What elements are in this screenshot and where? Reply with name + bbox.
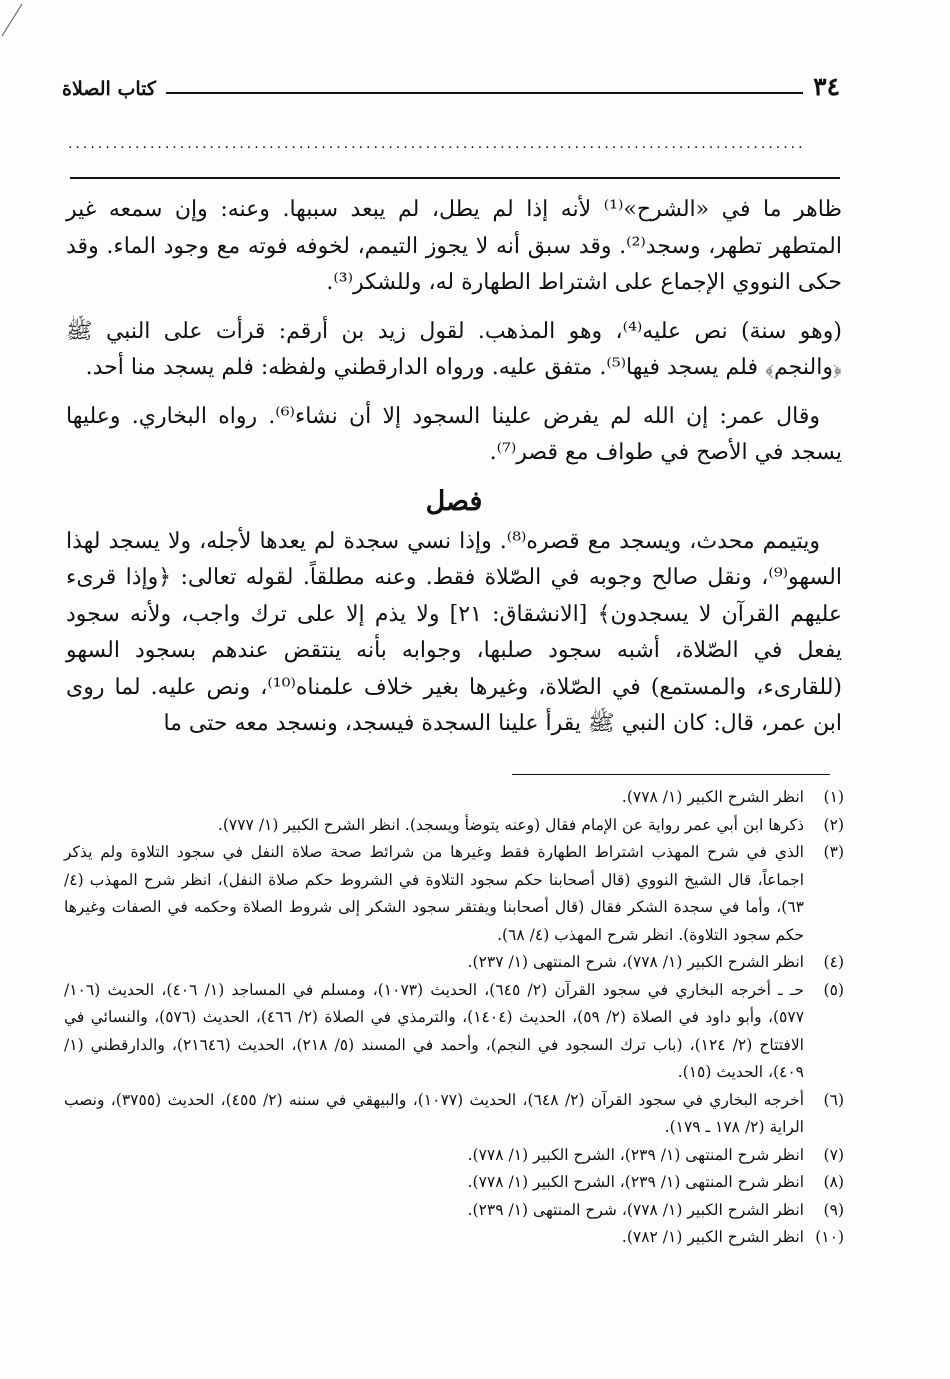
footnote: (٤) انظر الشرح الكبير (١/ ٧٧٨)، شرح المنتهى (١/ ٢٣٧). (467, 953, 844, 971)
footnotes (64, 784, 844, 1252)
page-corner-mark (0, 0, 30, 40)
footnote-separator (512, 774, 830, 775)
page-header (62, 66, 840, 102)
header-rule (166, 92, 803, 94)
paragraph-2: (وهو سنة) نص عليه⁽⁴⁾، وهو المذهب. لقول زيد بن أرقم: قرأت على النبي ﷺ ﴿والنجم﴾ فلم يسجد فيها⁽⁵⁾. متفق عليه. ورواه الدارقطني ولفظه: فلم يسجد منا أحد. (66, 318, 842, 380)
footnote: (٩) انظر الشرح الكبير (١/ ٧٧٨)، شرح المنتهى (١/ ٢٣٩). (467, 1200, 844, 1219)
main-text (66, 192, 842, 743)
footnote: (٣) الذي في شرح المهذب اشتراط الطهارة فقط وغيرها من شرائط صحة صلاة النفل في سجود التلاوة ولم يذكر اجماعاً، قال الشيخ النووي (قال أصحابنا حكم سجود التلاوة في الشروط حكم صلاة النفل)، انظر شرح المهذب (٤/ ٦٣)، وأما في سجدة الشكر فقال (قال أصحابنا ويفتقر سجود الشكر إلى شروط الصلاة وحكمه في الصفات وغيرها حكم سجود التلاوة). انظر شرح المهذب (٤/ ٦٨). (64, 843, 844, 944)
footnote: (٨) انظر شرح المنتهى (١/ ٢٣٩)، الشرح الكبير (١/ ٧٧٨). (467, 1173, 844, 1191)
paragraph-4: ويتيمم محدث، ويسجد مع قصره⁽⁸⁾. وإذا نسي سجدة لم يعدها لأجله، ولا يسجد لهذا السهو⁽⁹⁾، ونقل صالح وجوبه في الصّلاة فقط. وعنه مطلقاً. لقوله تعالى: ﴿وإذا قرىء عليهم القرآن لا يسجدون﴾ [الانشقاق: ٢١] ولا يذم إلا على ترك واجب، ولأنه سجود يفعل في الصّلاة، أشبه سجود صلبها، وجوابه بأنه ينتقض عندهم بسجود السهو (للقارىء، والمستمع) في الصّلاة، وغيرها بغير خلاف علمناه⁽¹⁰⁾، ونص عليه. لما روى ابن عمر، قال: كان النبي ﷺ يقرأ علينا السجدة فيسجد، ونسجد معه حتى ما (66, 528, 843, 736)
omission-dots: ................................................................................................... (68, 138, 806, 150)
footnote: (٦) أخرجه البخاري في سجود القرآن (٢/ ٦٤٨)، الحديث (١٠٧٧)، والبيهقي في سننه (٢/ ٤٥٥)، الحديث (٣٧٥٥)، ونصب الراية (٢/ ١٧٨ ـ ١٧٩). (64, 1090, 844, 1136)
page-number: ٣٤ (813, 72, 840, 101)
footnote: (١) انظر الشرح الكبير (١/ ٧٧٨). (621, 788, 844, 806)
footnote: (٥) حـ ـ أخرجه البخاري في سجود القرآن (٢/ ٦٤٥)، الحديث (١٠٧٣)، ومسلم في المساجد (١/ ٤٠٦)، الحديث (١٠٦/ ٥٧٧)، وأبو داود في الصلاة (٢/ ٥٩)، الحديث (١٤٠٤)، والترمذي في الصلاة (٢/ ٤٦٦)، الحديث (٥٧٦)، والنسائي في الافتتاح (٢/ ١٢٤)، (باب ترك السجود في النجم)، وأحمد في المسند (٥/ ٢١٨)، الحديث (٢١٦٤٦)، والدارقطني (١/ ٤٠٩)، الحديث (١٥). (64, 980, 844, 1081)
running-title: كتاب الصلاة (62, 78, 156, 100)
paragraph-3: وقال عمر: إن الله لم يفرض علينا السجود إلا أن نشاء⁽⁶⁾. رواه البخاري. وعليها يسجد في الأصح في طواف مع قصر⁽⁷⁾. (66, 403, 842, 465)
section-title: فصل (425, 485, 483, 517)
paragraph-1: ظاهر ما في «الشرح»⁽¹⁾ لأنه إذا لم يطل، لم يبعد سببها. وعنه: وإن سمعه غير المتطهر تطهر، وسجد⁽²⁾. وقد سبق أنه لا يجوز التيمم، لخوفه فوته مع وجود الماء. وقد حكى النووي الإجماع على اشتراط الطهارة له، وللشكر⁽³⁾. (66, 197, 842, 295)
top-divider (70, 177, 840, 179)
footnote: (٧) انظر شرح المنتهى (١/ ٢٣٩)، الشرح الكبير (١/ ٧٧٨). (467, 1145, 844, 1164)
footnote: (١٠) انظر الشرح الكبير (١/ ٧٨٢). (621, 1228, 844, 1246)
footnote: (٢) ذكرها ابن أبي عمر رواية عن الإمام فقال (وعنه يتوضأ ويسجد). انظر الشرح الكبير (١/ ٧٧٧). (217, 815, 844, 834)
